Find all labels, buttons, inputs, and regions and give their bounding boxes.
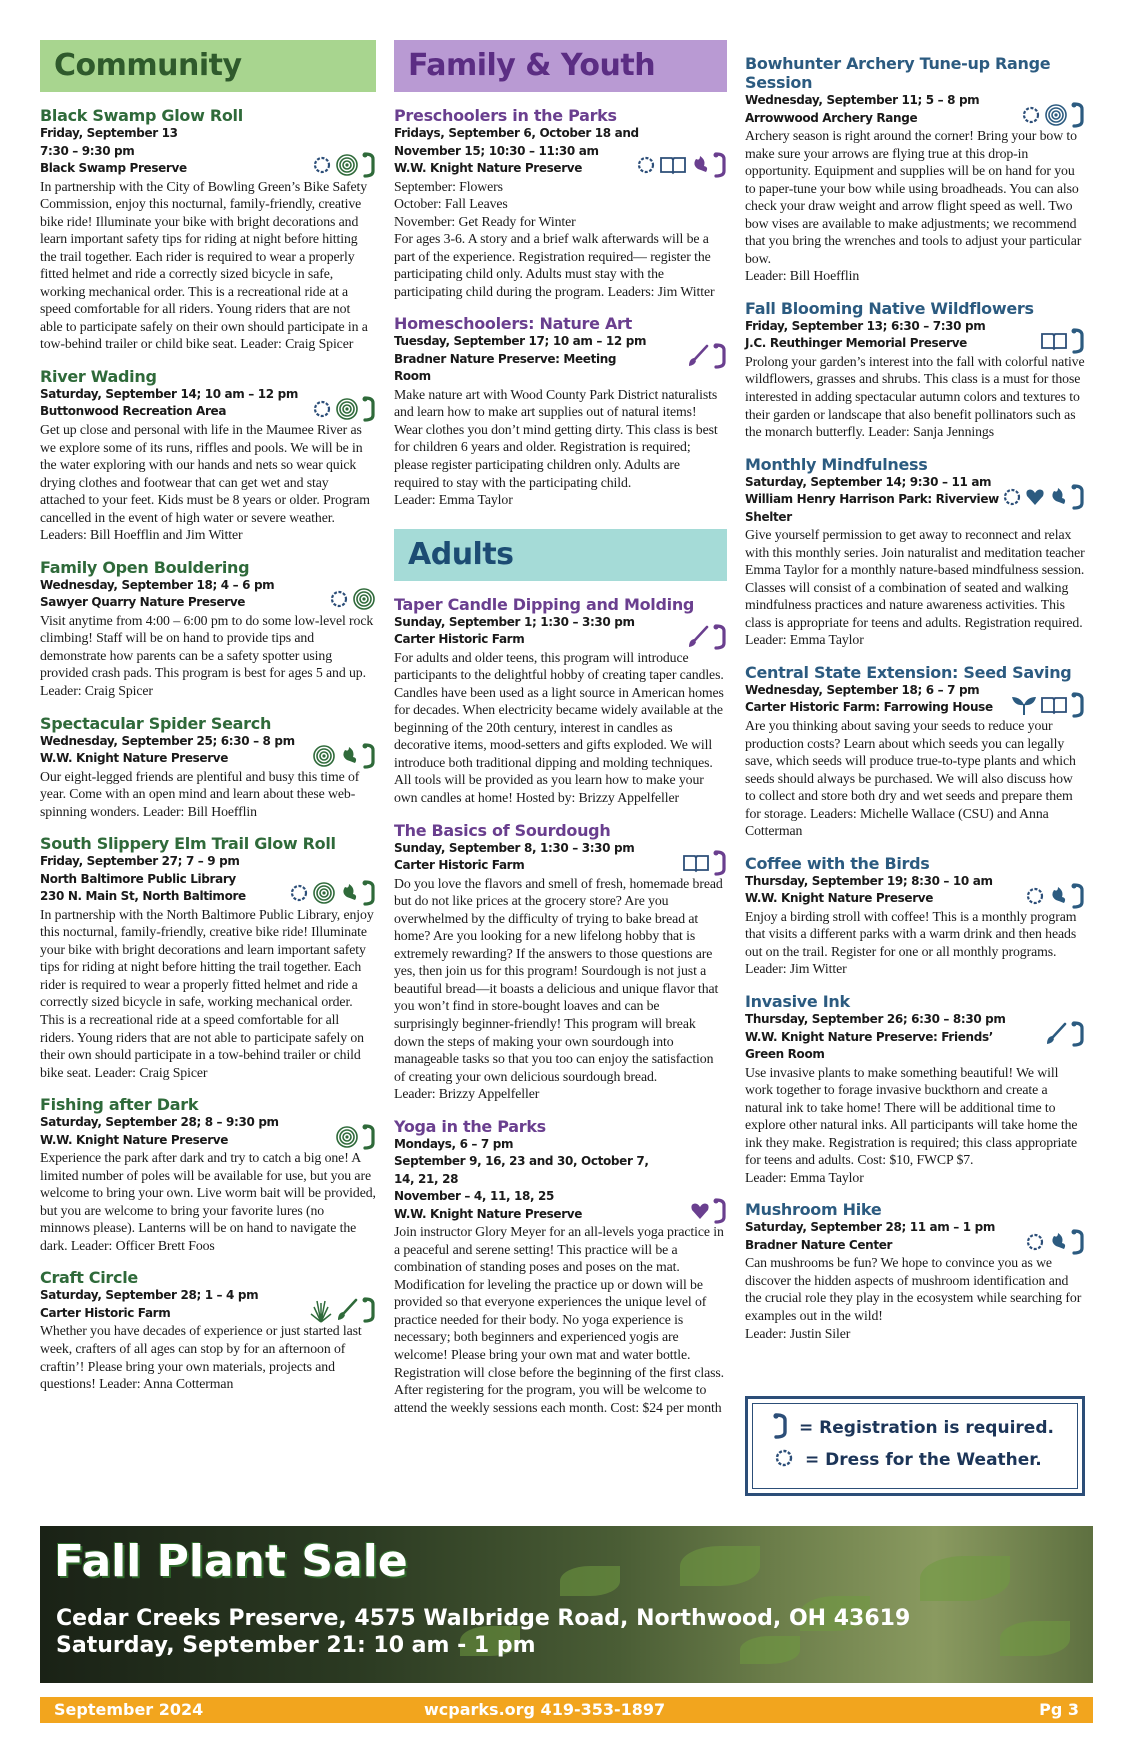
registration-icon — [713, 1198, 727, 1224]
event-location: North Baltimore Public Library — [40, 871, 236, 886]
event-location: W.W. Knight Nature Preserve — [745, 891, 934, 906]
event-icons — [1040, 328, 1085, 354]
event-icons — [1025, 1229, 1085, 1255]
event-description: September: Flowers October: Fall Leaves November: Get Ready for Winter For ages 3-6. A story and a brief walk afterwards will be a part of the experience. Registration required— register the participating child only. Adults must stay with the participating child during the program. Leaders: Jim Witter — [394, 178, 715, 299]
community-column — [40, 40, 376, 1393]
event-description: Archery season is right around the corner! Bring your bow to make sure your arrows are flying true at this drop-in opportunity. Equipment and supplies will be on hand for you to paper-tune your bow while using broadheads. You can also check your draw weight and arrow flight speed as well. Two bow vises are available to make adjustments; we recommend that you bring the wrenches and tools to adjust your particular bow. Leader: Bill Hoefflin — [745, 128, 1082, 284]
legend-weather-text: = Dress for the Weather. — [805, 1450, 1042, 1470]
banner-date: Saturday, September 21: 10 am - 1 pm — [56, 1633, 536, 1658]
page-footer — [40, 1697, 1093, 1723]
event-icons — [335, 1124, 376, 1150]
event-description: In partnership with the North Baltimore Public Library, enjoy this nocturnal, family-friendly, creative bike ride! Illuminate your bike with bright decorations and learn important safety tips for riding at night before hitting the trail together. Each rider is required to wear a properly fitted helmet and ride a correctly sized bicycle in safe, working mechanical order. This is a recreational ride at a speed comfortable for all riders. Young riders that are not able to participate safely on their own should participate in a tow-behind trailer or child bike seat. Leader: Craig Spicer — [40, 906, 374, 1080]
community-heading: Community — [40, 40, 376, 92]
icon-legend — [745, 1396, 1085, 1496]
target-icon — [312, 744, 336, 768]
event-description: Get up close and personal with life in the Maumee River as we explore some of its runs, riffles and pools. We will be in the water exploring with our hands and nets so wear quick drying clothes and footwear that can get wet and stay attached to your feet. Kids must be 8 years or older. Program cancelled in the event of high water or severe weather. Leaders: Bill Hoefflin and Jim Witter — [40, 421, 370, 543]
leaf-icon — [339, 744, 359, 768]
event-monthly-mindfulness — [745, 455, 1085, 649]
event-description: Visit anytime from 4:00 – 6:00 pm to do some low-level rock climbing! Staff will be on hand to provide tips and demonstrate how parents can be a safety spotter using provided crash pads. This program is best for ages 5 and up. Leader: Craig Spicer — [40, 612, 374, 698]
registration-icon — [1071, 1021, 1085, 1047]
target-icon — [312, 881, 336, 905]
event-location: Bradner Nature Center — [745, 1237, 893, 1252]
legend-registration — [773, 1412, 1077, 1444]
event-icons — [686, 343, 727, 369]
event-taper-candle-dipping-and-molding — [394, 595, 727, 807]
event-icons — [310, 1297, 376, 1323]
event-location: Sawyer Quarry Nature Preserve — [40, 595, 246, 610]
grass-icon — [310, 1297, 332, 1323]
event-icons — [312, 396, 376, 422]
family-adults-column — [394, 40, 727, 1416]
event-title: Homeschoolers: Nature Art — [394, 314, 632, 334]
target-icon — [335, 153, 359, 177]
event-the-basics-of-sourdough — [394, 821, 727, 1103]
registration-icon — [362, 1297, 376, 1323]
book-icon — [1040, 695, 1068, 715]
event-location: Carter Historic Farm — [40, 1305, 171, 1320]
event-title: Invasive Ink — [745, 992, 850, 1011]
weather-icon — [312, 398, 332, 420]
event-location: Buttonwood Recreation Area — [40, 404, 227, 419]
event-description: Experience the park after dark and try to catch a big one! A limited number of poles will be available for use, but you are welcome to bring your own. Live worm bait will be provided, but you are welcome to bring your favorite lures (no minnows please). Lanterns will be on hand to navigate the dark. Leader: Officer Brett Foos — [40, 1150, 376, 1253]
event-title: Mushroom Hike — [745, 1200, 882, 1220]
event-icons — [1011, 692, 1085, 718]
event-description: Are you thinking about saving your seeds to reduce your production costs? Learn about which seeds you can legally save, which seeds will produce true-to-type plants and which seeds should always be purchased. We will also discuss how to collect and store both dry and wet seeds and prepare them for storage. Leaders: Michelle Wallace (CSU) and Anna Cotterman — [745, 717, 1076, 839]
event-date: Sunday, September 1; 1:30 – 3:30 pm — [394, 614, 635, 629]
registration-icon — [713, 850, 727, 876]
event-icons — [690, 1198, 727, 1224]
registration-icon — [713, 343, 727, 369]
event-icons — [1025, 883, 1085, 909]
event-icons — [1021, 102, 1085, 128]
event-description: Use invasive plants to make something beautiful! We will work together to forage invasive buckthorn and create a natural ink to take home! There will be additional time to explore other natural inks. All participants will take home the ink they make. Registration is required; this class appropriate for teens and adults. Cost: $10, FWCP $7. Leader: Emma Taylor — [745, 1064, 1078, 1185]
event-family-open-bouldering — [40, 558, 376, 700]
registration-icon — [362, 396, 376, 422]
heart-icon — [1025, 488, 1045, 506]
event-title: Family Open Bouldering — [40, 557, 250, 577]
event-mushroom-hike — [745, 1200, 1085, 1342]
registration-icon — [773, 1413, 789, 1444]
event-title: The Basics of Sourdough — [394, 820, 611, 840]
registration-icon — [362, 743, 376, 769]
event-location: Bradner Nature Preserve: Meeting Room — [394, 351, 617, 384]
event-location: W.W. Knight Nature Preserve: Friends’ Green Room — [745, 1029, 993, 1061]
brush-icon — [1044, 1022, 1068, 1046]
weather-icon — [1025, 1231, 1045, 1253]
event-spectacular-spider-search — [40, 714, 376, 821]
event-date: Saturday, September 28; 11 am – 1 pm — [745, 1220, 995, 1235]
event-location: 230 N. Main St, North Baltimore — [40, 889, 246, 904]
event-icons — [682, 850, 727, 876]
event-preschoolers-in-the-parks — [394, 106, 727, 300]
event-location: William Henry Harrison Park: Riverview Shelter — [745, 492, 999, 524]
event-black-swamp-glow-roll — [40, 106, 376, 353]
event-date: Friday, September 27; 7 – 9 pm — [40, 854, 240, 869]
event-date: Mondays, 6 – 7 pm — [394, 1136, 514, 1151]
event-date: Saturday, September 14; 9:30 – 11 am — [745, 474, 992, 489]
event-icons — [289, 880, 376, 906]
event-location: 7:30 – 9:30 pm — [40, 143, 135, 158]
event-description: Give yourself permission to get away to reconnect and relax with this monthly series. Join naturalist and meditation teacher Emma Taylor for a monthly nature-based mindfulness session. Classes will consist of a combination of seated and walking mindfulness practices and nature awareness activities. This class is appropriate for teens and adults. Registration required. Leader: Emma Taylor — [745, 527, 1085, 648]
event-description: Whether you have decades of experience or just started last week, crafters of all ages can stop by for an afternoon of craftin’! Please bring your own materials, projects and questions! Leader: Anna Cotterman — [40, 1323, 362, 1392]
event-location: W.W. Knight Nature Preserve — [394, 1206, 583, 1221]
leaf-icon — [690, 153, 710, 177]
event-description: For adults and older teens, this program will introduce participants to the delightful hobby of creating taper candles. Candles have been used as a light source in American homes for decades. When electricity became widely available at the beginning of the 20th century, interest in candles as decorative items, mood-setters and gifts exploded. We will introduce both traditional dipping and molding techniques. All tools will be provided as you learn how to make your own candles at home! Hosted by: Brizzy Appelfeller — [394, 649, 724, 806]
book-icon — [1040, 331, 1068, 351]
event-location: Carter Historic Farm: Farrowing House — [745, 700, 993, 715]
event-date: Wednesday, September 25; 6:30 – 8 pm — [40, 733, 295, 748]
event-title: Fall Blooming Native Wildflowers — [745, 298, 1034, 318]
event-date: Wednesday, September 18; 4 – 6 pm — [40, 577, 275, 592]
event-title: Taper Candle Dipping and Molding — [394, 594, 695, 614]
event-description: Prolong your garden’s interest into the fall with colorful native wildflowers, grasses and shrubs. This class is a must for those interested in adding spectacular autumn colors and textures to their garden or landscape that also benefit pollinators such as the monarch butterfly. Leader: Sanja Jennings — [745, 353, 1085, 440]
registration-icon — [362, 880, 376, 906]
weather-icon — [636, 154, 656, 176]
event-description: In partnership with the City of Bowling Green’s Bike Safety Commission, enjoy this nocturnal, family-friendly, creative bike ride! Illuminate your bike with bright decorations and learn important safety tips for riding at night before hitting the trail together. Each rider is required to wear a properly fitted helmet and ride a correctly sized bicycle in safe, working mechanical order. This is a recreational ride at a speed comfortable for all riders. Young riders that are not able to participate safely on their own should participate in a tow-behind trailer or child bike seat. Leader: Craig Spicer — [40, 178, 368, 352]
event-date: Fridays, September 6, October 18 and November 15; 10:30 – 11:30 am — [394, 126, 639, 158]
footer-contact: wcparks.org 419-353-1897 — [424, 1700, 666, 1719]
event-location: Black Swamp Preserve — [40, 161, 187, 175]
event-title: South Slippery Elm Trail Glow Roll — [40, 834, 336, 854]
event-location: Carter Historic Farm — [394, 632, 525, 647]
event-icons — [312, 743, 376, 769]
target-icon — [352, 587, 376, 611]
event-icons — [329, 587, 376, 611]
weather-icon — [773, 1447, 795, 1474]
event-date: Friday, September 13 — [40, 126, 178, 140]
family-youth-heading: Family & Youth — [394, 40, 727, 92]
registration-icon — [1071, 102, 1085, 128]
footer-page-number: Pg 3 — [1039, 1700, 1079, 1719]
event-location: Arrowwood Archery Range — [745, 110, 918, 125]
event-location: W.W. Knight Nature Preserve — [40, 1132, 229, 1147]
event-title: Craft Circle — [40, 1268, 138, 1288]
event-title: Preschoolers in the Parks — [394, 106, 617, 125]
banner-location: Cedar Creeks Preserve, 4575 Walbridge Road, Northwood, OH 43619 — [56, 1606, 911, 1631]
target-icon — [1044, 103, 1068, 127]
registration-icon — [362, 152, 376, 178]
event-date: Sunday, September 8, 1:30 – 3:30 pm — [394, 840, 635, 855]
weather-icon — [1025, 885, 1045, 907]
brush-icon — [686, 625, 710, 649]
event-date: Wednesday, September 18; 6 – 7 pm — [745, 682, 980, 697]
event-bowhunter-archery-tune-up-range-session — [745, 54, 1085, 285]
event-title: Black Swamp Glow Roll — [40, 106, 243, 125]
event-description: Make nature art with Wood County Park District naturalists and learn how to make art supplies out of natural items! Wear clothes you don’t mind getting dirty. This class is best for children 6 years and older. Registration is required; please register participating children only. Adults are required to stay with the participating child. Leader: Emma Taylor — [394, 386, 718, 508]
registration-icon — [713, 152, 727, 178]
event-icons — [312, 152, 376, 178]
event-location: J.C. Reuthinger Memorial Preserve — [745, 336, 967, 351]
event-location: W.W. Knight Nature Preserve — [40, 751, 229, 766]
weather-icon — [1021, 104, 1041, 126]
event-homeschoolers-nature-art — [394, 314, 727, 508]
event-icons — [686, 624, 727, 650]
event-date: Wednesday, September 11; 5 – 8 pm — [745, 93, 980, 107]
event-location: Carter Historic Farm — [394, 858, 525, 873]
event-coffee-with-the-birds — [745, 854, 1085, 978]
event-description: Do you love the flavors and smell of fresh, homemade bread but do not like prices at the grocery store? Are you overwhelmed by the difficulty of trying to bake bread at home? Are you looking for a new lifelong hobby that is extremely rewarding? If the answers to those questions are yes, then join us for this program! Sourdough is not just a beautiful bread—it boasts a delicious and unique flavor that you won’t find in store-bought loaves and can be surprisingly beginner-friendly! This program will break down the steps of making your own sourdough into manageable tasks so that you too can enjoy the satisfaction of creating your own delicious sourdough bread. Leader: Brizzy Appelfeller — [394, 875, 723, 1102]
footer-month: September 2024 — [54, 1700, 204, 1719]
registration-icon — [1071, 1229, 1085, 1255]
adults-heading: Adults — [394, 529, 727, 581]
weather-icon — [289, 882, 309, 904]
leaf-icon — [1048, 485, 1068, 509]
registration-icon — [1071, 883, 1085, 909]
heart-icon — [690, 1202, 710, 1220]
registration-icon — [1071, 328, 1085, 354]
event-title: Spectacular Spider Search — [40, 713, 272, 733]
event-title: Bowhunter Archery Tune-up Range Session — [745, 54, 1051, 92]
event-date: Tuesday, September 17; 10 am – 12 pm — [394, 334, 647, 349]
event-location: W.W. Knight Nature Preserve — [394, 161, 583, 175]
leaf-icon — [1048, 1230, 1068, 1254]
sprout-icon — [1011, 694, 1037, 716]
event-location: November – 4, 11, 18, 25 — [394, 1189, 555, 1204]
registration-icon — [713, 624, 727, 650]
event-fall-blooming-native-wildflowers — [745, 299, 1085, 441]
event-date: Thursday, September 19; 8:30 – 10 am — [745, 873, 993, 888]
event-location: September 9, 16, 23 and 30, October 7, 14, 21, 28 — [394, 1154, 649, 1186]
weather-icon — [329, 588, 349, 610]
registration-icon — [362, 1124, 376, 1150]
event-icons — [636, 152, 727, 178]
event-title: Monthly Mindfulness — [745, 454, 928, 474]
event-date: Saturday, September 28; 8 – 9:30 pm — [40, 1115, 279, 1130]
registration-icon — [1071, 484, 1085, 510]
event-description: Join instructor Glory Meyer for an all-levels yoga practice in a peaceful and serene setting! This practice will be a combination of standing poses and poses on the mat. Modification for leveling the practice up or down will be provided so that everyone experiences the unique level of practice needed for their body. No yoga experience is necessary; both beginners and experienced yogis are welcome! Please bring your own mat and water bottle. Registration will close before the beginning of the first class. After registering for the program, you will be welcome to attend the weekly sessions each month. Cost: $24 per month — [394, 1224, 725, 1415]
adults-column-continued — [745, 40, 1085, 1342]
registration-icon — [1071, 692, 1085, 718]
leaf-icon — [339, 881, 359, 905]
event-description: Our eight-legged friends are plentiful and busy this time of year. Come with an open mind and learn about these web-spinning wonders. Leader: Bill Hoefflin — [40, 768, 360, 819]
target-icon — [335, 1125, 359, 1149]
event-south-slippery-elm-trail-glow-roll — [40, 834, 376, 1081]
event-invasive-ink — [745, 992, 1085, 1186]
event-yoga-in-the-parks — [394, 1117, 727, 1417]
weather-icon — [312, 154, 332, 176]
brush-icon — [335, 1298, 359, 1322]
event-date: Saturday, September 14; 10 am – 12 pm — [40, 386, 298, 401]
banner-title: Fall Plant Sale — [54, 1536, 408, 1587]
event-icons — [1002, 484, 1085, 510]
event-title: Central State Extension: Seed Saving — [745, 662, 1072, 682]
event-description: Can mushrooms be fun? We hope to convince you as we discover the hidden aspects of mushroom identification and the crucial role they play in the ecosystem while searching for examples out in the wild! Leader: Justin Siler — [745, 1255, 1082, 1341]
event-title: River Wading — [40, 366, 157, 386]
legend-registration-text: = Registration is required. — [799, 1418, 1054, 1438]
brush-icon — [686, 344, 710, 368]
event-river-wading — [40, 367, 376, 544]
leaf-icon — [1048, 884, 1068, 908]
book-icon — [659, 155, 687, 175]
fall-plant-sale-banner — [40, 1526, 1093, 1683]
event-title: Fishing after Dark — [40, 1095, 199, 1115]
event-title: Coffee with the Birds — [745, 853, 930, 873]
legend-weather — [773, 1444, 1077, 1476]
book-icon — [682, 853, 710, 873]
event-icons — [1044, 1021, 1085, 1047]
event-craft-circle — [40, 1268, 376, 1392]
event-title: Yoga in the Parks — [394, 1116, 546, 1136]
event-description: Enjoy a birding stroll with coffee! This is a monthly program that visits a different parks with a warm drink and then heads out on the trail. Register for one or all monthly programs. Leader: Jim Witter — [745, 908, 1077, 977]
event-central-state-extension-seed-saving — [745, 663, 1085, 840]
event-fishing-after-dark — [40, 1095, 376, 1254]
event-date: Friday, September 13; 6:30 – 7:30 pm — [745, 318, 986, 333]
event-date: Saturday, September 28; 1 – 4 pm — [40, 1288, 259, 1303]
weather-icon — [1002, 486, 1022, 508]
event-date: Thursday, September 26; 6:30 – 8:30 pm — [745, 1012, 1006, 1026]
target-icon — [335, 397, 359, 421]
